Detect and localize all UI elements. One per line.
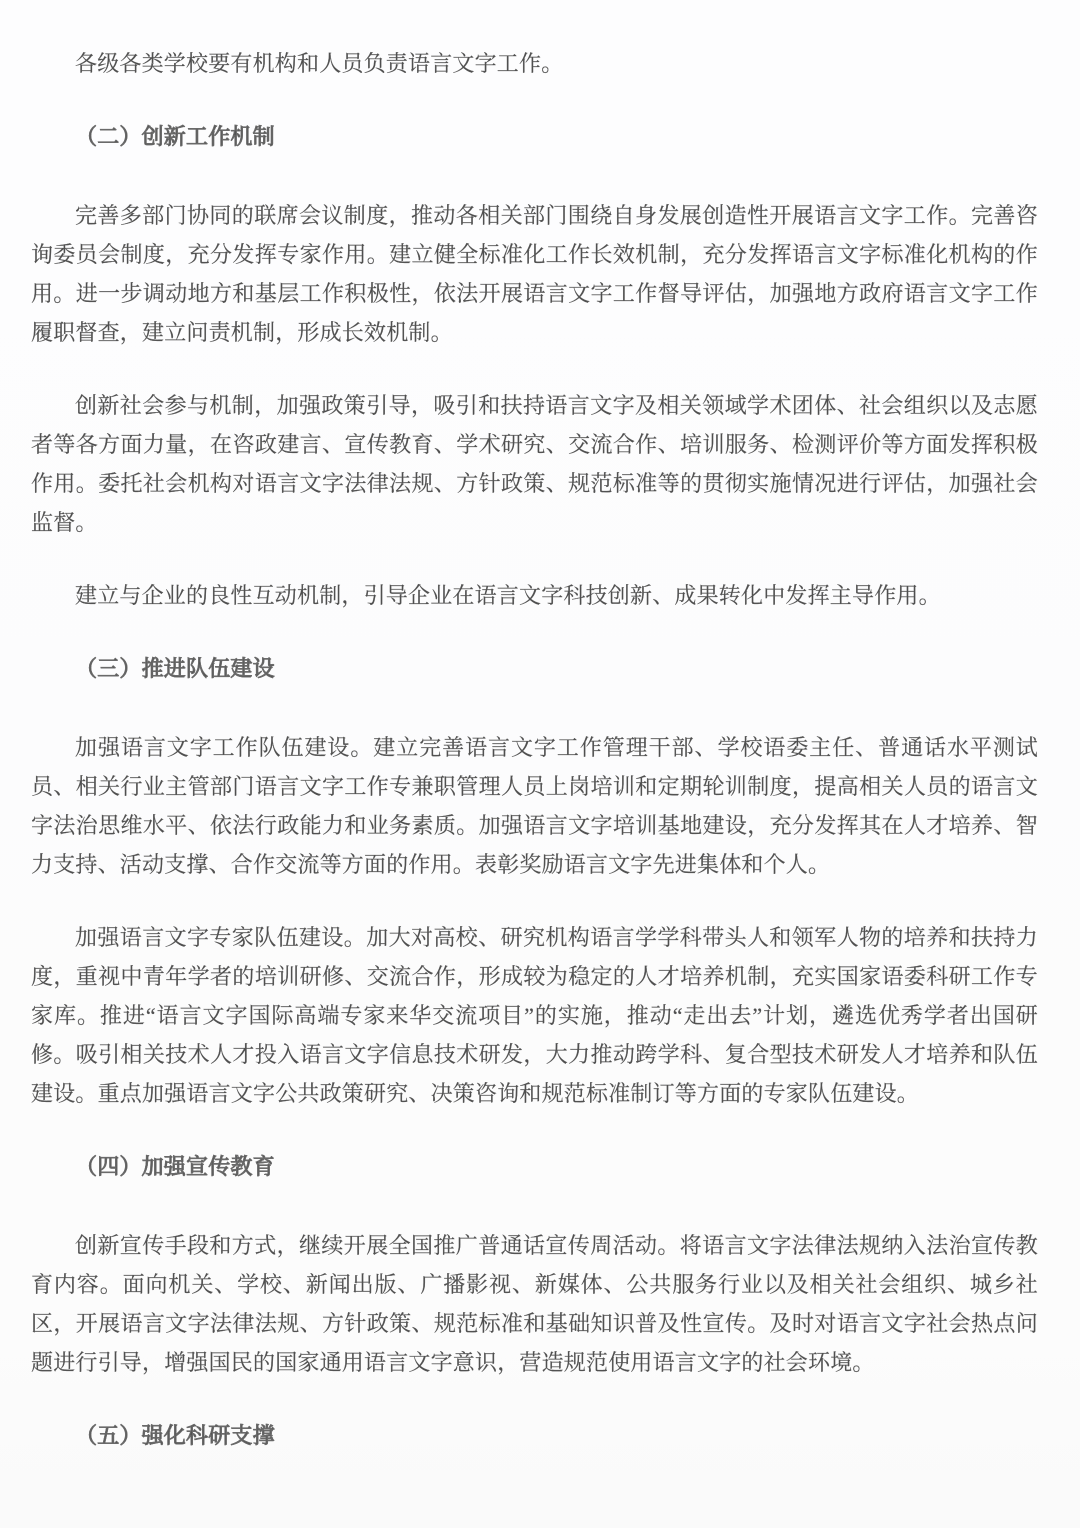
section-heading: （三）推进队伍建设 <box>75 656 275 681</box>
section-heading: （五）强化科研支撑 <box>75 1423 275 1448</box>
document-paragraph: 完善多部门协同的联席会议制度，推动各相关部门围绕自身发展创造性开展语言文字工作。完善咨询委员会制度，充分发挥专家作用。建立健全标准化工作长效机制，充分发挥语言文字标准化机构的作用。进一步调动地方和基层工作积极性，依法开展语言文字工作督导评估，加强地方政府语言文字工作履职督查，建立问责机制，形成长效机制。 <box>31 203 1038 345</box>
section-heading: （二）创新工作机制 <box>75 124 275 149</box>
document-paragraph: 创新宣传手段和方式，继续开展全国推广普通话宣传周活动。将语言文字法律法规纳入法治宣传教育内容。面向机关、学校、新闻出版、广播影视、新媒体、公共服务行业以及相关社会组织、城乡社区，开展语言文字法律法规、方针政策、规范标准和基础知识普及性宣传。及时对语言文字社会热点问题进行引导，增强国民的国家通用语言文字意识，营造规范使用语言文字的社会环境。 <box>31 1233 1038 1375</box>
document-paragraph: 加强语言文字工作队伍建设。建立完善语言文字工作管理干部、学校语委主任、普通话水平测试员、相关行业主管部门语言文字工作专兼职管理人员上岗培训和定期轮训制度，提高相关人员的语言文字法治思维水平、依法行政能力和业务素质。加强语言文字培训基地建设，充分发挥其在人才培养、智力支持、活动支撑、合作交流等方面的作用。表彰奖励语言文字先进集体和个人。 <box>31 735 1038 877</box>
document-paragraph: 加强语言文字专家队伍建设。加大对高校、研究机构语言学学科带头人和领军人物的培养和扶持力度，重视中青年学者的培训研修、交流合作，形成较为稳定的人才培养机制，充实国家语委科研工作专家库。推进“语言文字国际高端专家来华交流项目”的实施，推动“走出去”计划，遴选优秀学者出国研修。吸引相关技术人才投入语言文字信息技术研发，大力推动跨学科、复合型技术研发人才培养和队伍建设。重点加强语言文字公共政策研究、决策咨询和规范标准制订等方面的专家队伍建设。 <box>31 925 1038 1106</box>
document-paragraph: 创新社会参与机制，加强政策引导，吸引和扶持语言文字及相关领域学术团体、社会组织以及志愿者等各方面力量，在咨政建言、宣传教育、学术研究、交流合作、培训服务、检测评价等方面发挥积极作用。委托社会机构对语言文字法律法规、方针政策、规范标准等的贯彻实施情况进行评估，加强社会监督。 <box>31 393 1038 535</box>
section-heading: （四）加强宣传教育 <box>75 1154 275 1179</box>
document-body <box>31 44 1038 1455</box>
document-paragraph: 建立与企业的良性互动机制，引导企业在语言文字科技创新、成果转化中发挥主导作用。 <box>75 583 941 608</box>
document-paragraph: 各级各类学校要有机构和人员负责语言文字工作。 <box>75 51 564 76</box>
